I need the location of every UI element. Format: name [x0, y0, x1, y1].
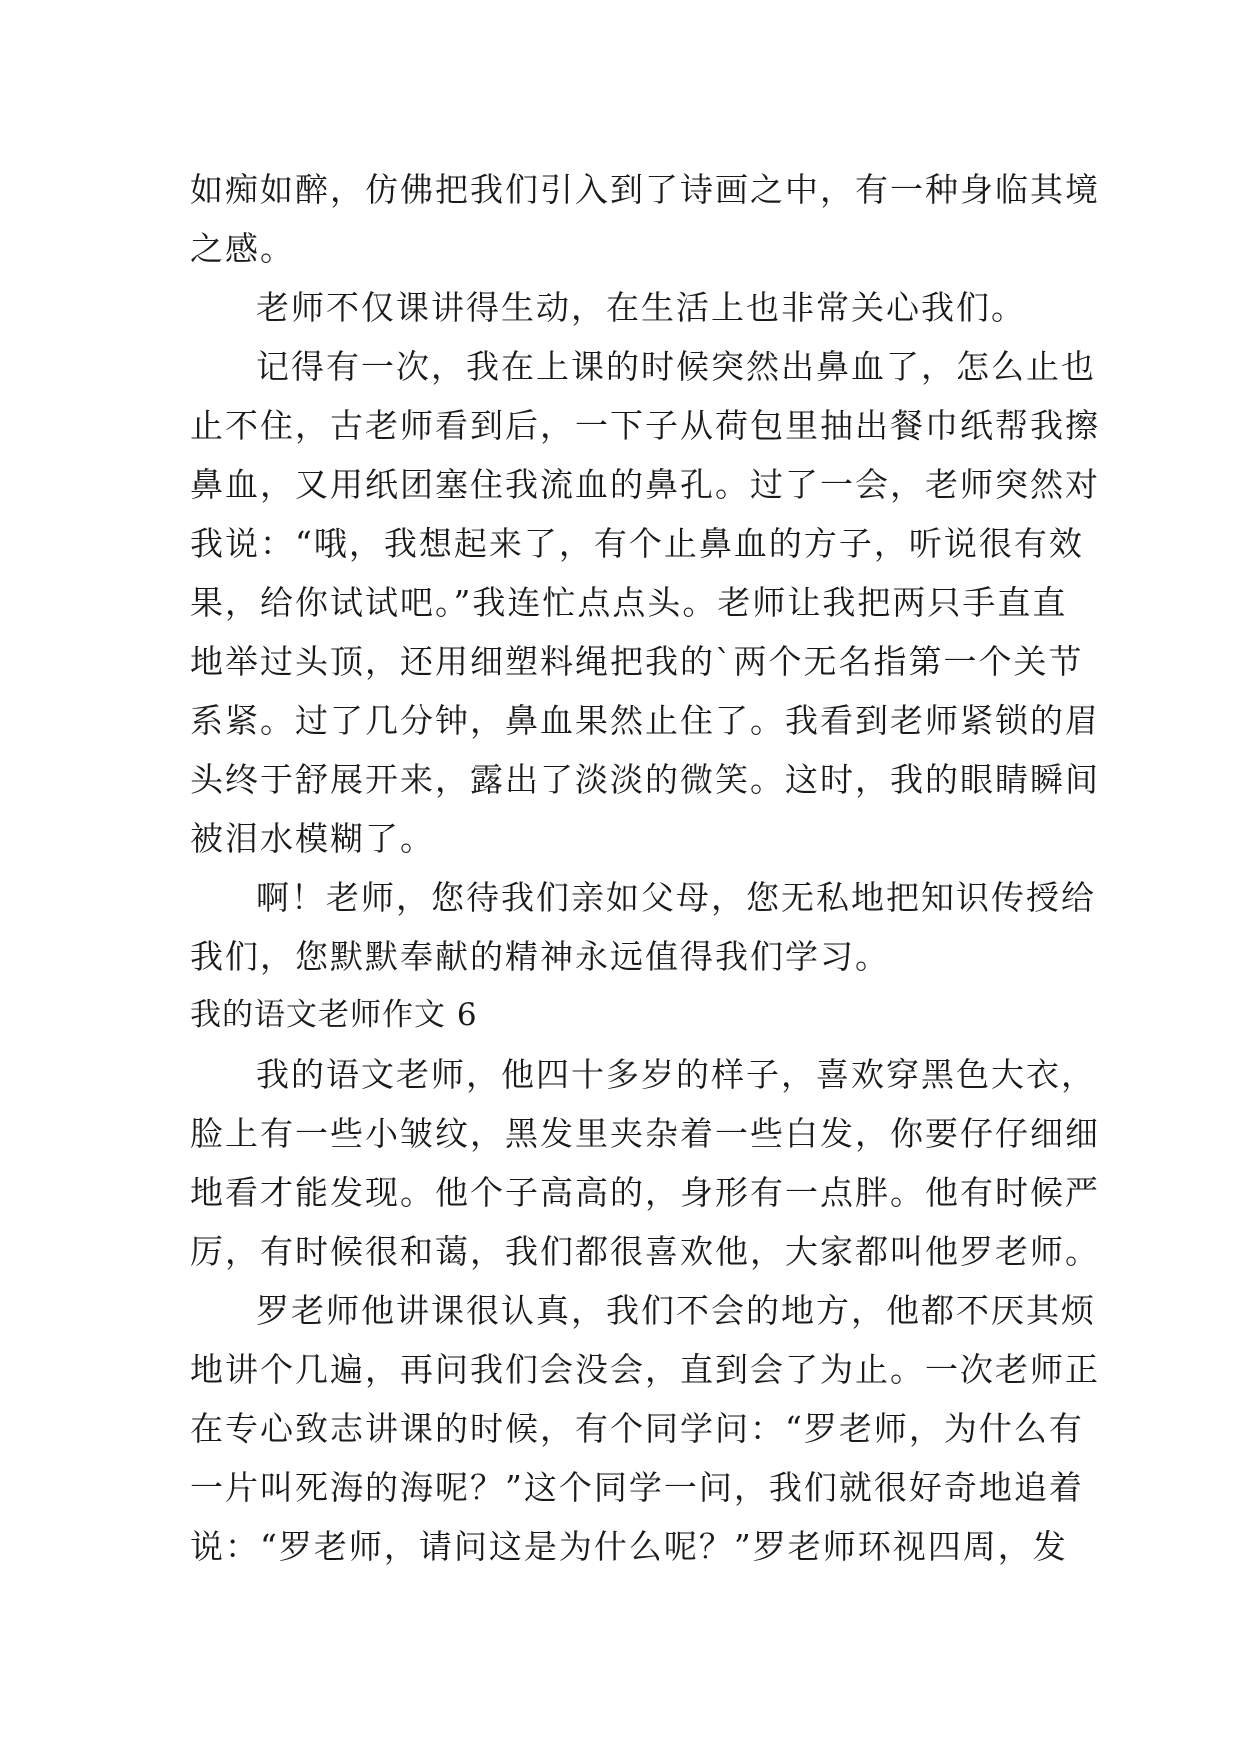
text-line: 地举过头顶，还用细塑料绳把我的`两个无名指第一个关节	[190, 642, 1084, 681]
section-heading: 我的语文老师作文 6	[190, 997, 478, 1033]
paragraph-start-line: 记得有一次，我在上课的时候突然出鼻血了，怎么止也	[256, 347, 1096, 386]
paragraph-start-line: 罗老师他讲课很认真，我们不会的地方，他都不厌其烦	[256, 1291, 1096, 1330]
text-line: 被泪水模糊了。	[190, 819, 435, 858]
text-line: 一片叫死海的海呢？”这个同学一问，我们就很好奇地追着	[190, 1468, 1084, 1507]
paragraph-start-line: 我的语文老师，他四十多岁的样子，喜欢穿黑色大衣，	[256, 1055, 1096, 1094]
text-line: 脸上有一些小皱纹，黑发里夹杂着一些白发，你要仔仔细细	[190, 1114, 1100, 1153]
text-line: 头终于舒展开来，露出了淡淡的微笑。这时，我的眼睛瞬间	[190, 760, 1100, 799]
text-line: 止不住，古老师看到后，一下子从荷包里抽出餐巾纸帮我擦	[190, 406, 1100, 445]
text-line: 如痴如醉，仿佛把我们引入到了诗画之中，有一种身临其境	[190, 170, 1100, 209]
text-line: 系紧。过了几分钟，鼻血果然止住了。我看到老师紧锁的眉	[190, 701, 1100, 740]
paragraph-start-line: 啊！老师，您待我们亲如父母，您无私地把知识传授给	[256, 878, 1096, 917]
paragraph-start-line: 老师不仅课讲得生动，在生活上也非常关心我们。	[256, 288, 1026, 327]
text-line: 地看才能发现。他个子高高的，身形有一点胖。他有时候严	[190, 1173, 1100, 1212]
text-line: 厉，有时候很和蔼，我们都很喜欢他，大家都叫他罗老师。	[190, 1232, 1100, 1271]
text-line: 我说：“哦，我想起来了，有个止鼻血的方子，听说很有效	[190, 524, 1084, 563]
document-body	[190, 160, 1100, 1576]
text-line: 我们，您默默奉献的精神永远值得我们学习。	[190, 937, 890, 976]
text-line: 之感。	[190, 229, 295, 268]
text-line: 说：“罗老师，请问这是为什么呢？”罗老师环视四周，发	[190, 1527, 1068, 1566]
text-line: 果，给你试试吧。”我连忙点点头。老师让我把两只手直直	[190, 583, 1068, 622]
text-line: 地讲个几遍，再问我们会没会，直到会了为止。一次老师正	[190, 1350, 1100, 1389]
text-line: 在专心致志讲课的时候，有个同学问：“罗老师，为什么有	[190, 1409, 1084, 1448]
text-line: 鼻血，又用纸团塞住我流血的鼻孔。过了一会，老师突然对	[190, 465, 1100, 504]
